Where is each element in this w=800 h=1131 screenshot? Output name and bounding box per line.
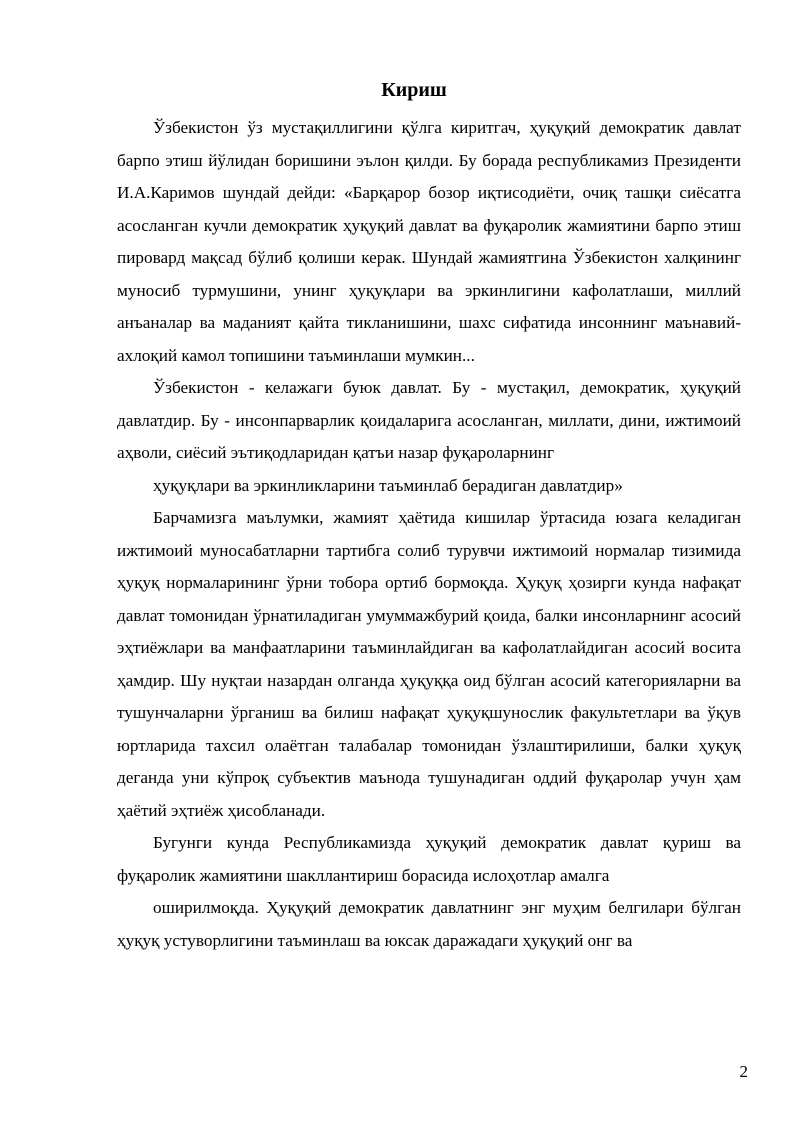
body-text <box>117 112 741 957</box>
paragraph-intro: Ўзбекистон ўз мустақиллигини қўлга киритгач, ҳуқуқий демократик давлат барпо этиш йўлидан боришини эълон қилди. Бу борада республикамиз Президенти И.А.Каримов шундай дейди: «Барқарор бозор иқтисодиёти, очиқ ташқи сиёсатга асосланган кучли демократик ҳуқуқий давлат ва фуқаролик жамиятини барпо этиш пировард мақсад бўлиб қолиши керак. Шундай жамиятгина Ўзбекистон халқининг муносиб турмушини, унинг ҳуқуқлари ва эркинлигини кафолатлаши, миллий анъаналар ва маданият қайта тикланишини, шахс сифатида инсоннинг маънавий-ахлоқий камол топишини таъминлаши мумкин... <box>117 118 741 365</box>
paragraph-quote-end: ҳуқуқлари ва эркинликларини таъминлаб берадиган давлатдир» <box>153 475 623 495</box>
paragraph-rule-of-law: оширилмоқда. Ҳуқуқий демократик давлатнинг энг муҳим белгилари бўлган ҳуқуқ устуворлигини таъминлаш ва юксак даражадаги ҳуқуқий онг ва <box>117 898 741 950</box>
page-title: Кириш <box>381 79 447 101</box>
paragraph-reforms: Бугунги кунда Республикамизда ҳуқуқий демократик давлат қуриш ва фуқаролик жамиятини шакллантириш борасида ислоҳотлар амалга <box>117 833 741 885</box>
paragraph-uzbekistan-state: Ўзбекистон - келажаги буюк давлат. Бу - мустақил, демократик, ҳуқуқий давлатдир. Бу - инсонпарварлик қоидаларига асосланган, миллати, дини, ижтимоий аҳволи, сиёсий эътиқодларидан қатъи назар фуқароларнинг <box>117 378 741 462</box>
page-number: 2 <box>739 1062 748 1081</box>
paragraph-law-norms: Барчамизга маълумки, жамият ҳаётида кишилар ўртасида юзага келадиган ижтимоий муносабатларни тартибга солиб турувчи ижтимоий нормалар тизимида ҳуқуқ нормаларининг ўрни тобора ортиб бормоқда. Ҳуқуқ ҳозирги кунда нафақат давлат томонидан ўрнатиладиган умуммажбурий қоида, балки инсонларнинг асосий эҳтиёжлари ва манфаатларини таъминлайдиган ва кафолатлайдиган асосий восита ҳамдир. Шу нуқтаи назардан олганда ҳуқуққа оид бўлган асосий категорияларни ва тушунчаларни ўрганиш ва билиш нафақат ҳуқуқшунослик факультетлари ва ўқув юртларида тахсил олаётган талабалар томонидан ўзлаштирилиши, балки ҳуқуқ деганда уни кўпроқ субъектив маънода тушунадиган оддий фуқаролар учун ҳам ҳаётий эҳтиёж ҳисобланади. <box>117 508 741 820</box>
